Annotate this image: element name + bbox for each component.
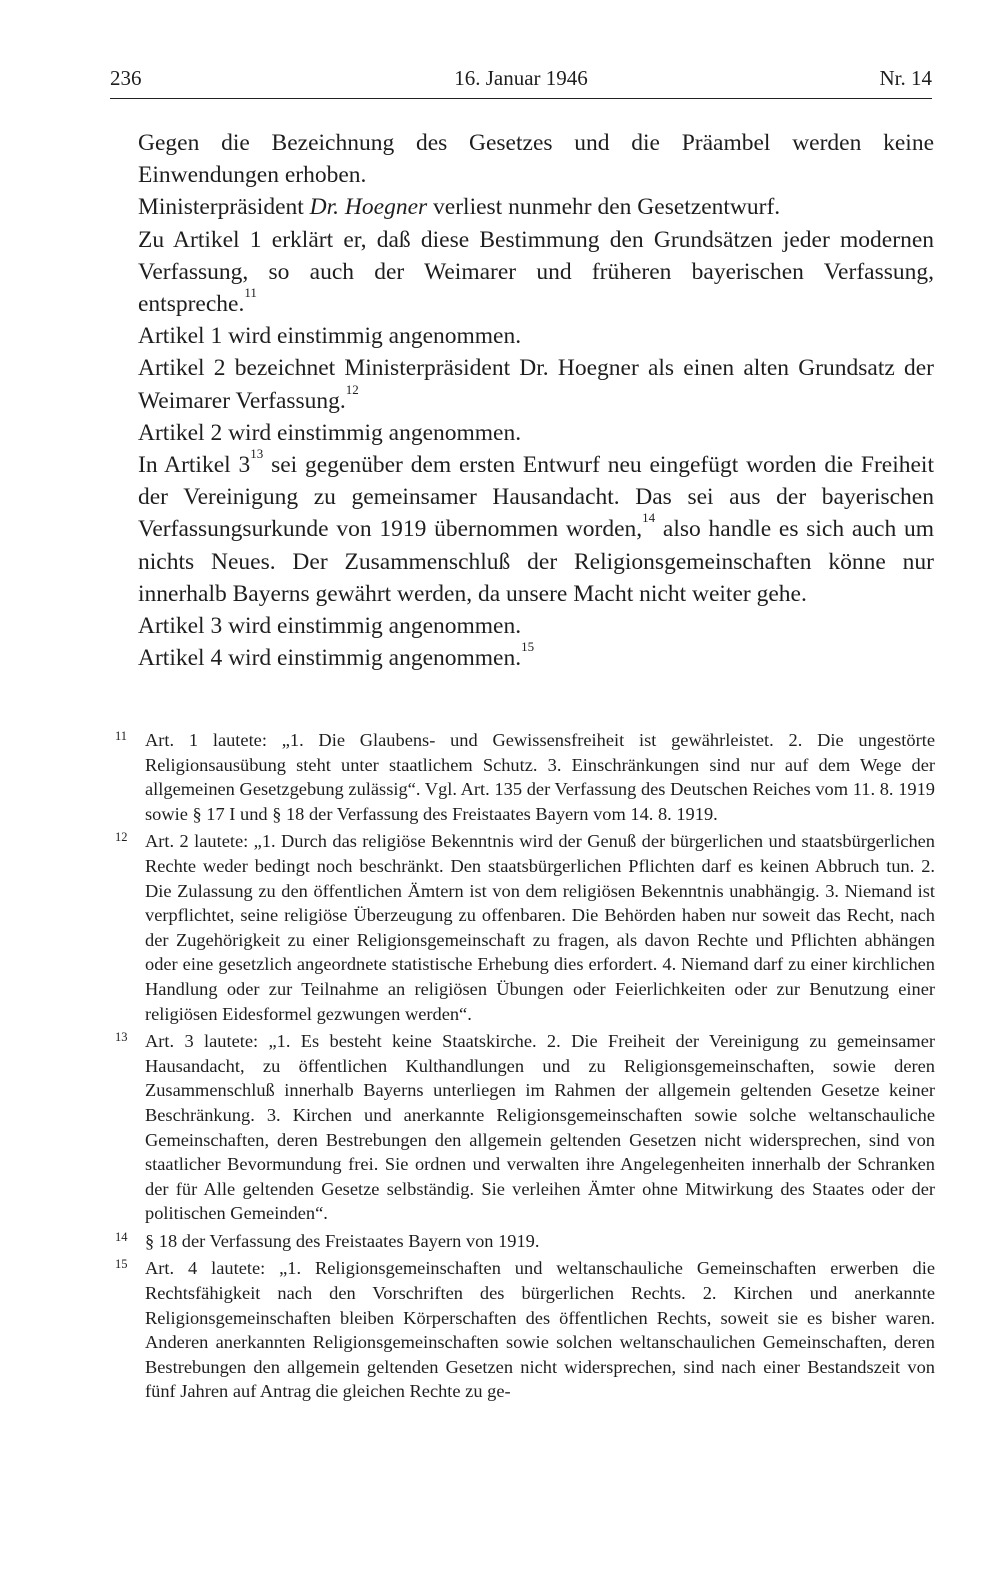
- footnote-13: [115, 1029, 935, 1226]
- main-text: [138, 127, 934, 674]
- page-number: 236: [110, 66, 142, 90]
- footnote-ref-12[interactable]: 12: [345, 381, 359, 397]
- name-hoegner: Hoegner: [344, 194, 428, 221]
- paragraph-9: Artikel 4 wird einstimmig angenommen.$^{15}$: [138, 639, 535, 672]
- paragraph-8: Artikel 3 wird einstimmig angenommen.: [138, 613, 522, 640]
- footnote-text: Art. 1 lautete: „1. Die Glaubens- und Gewissensfreiheit ist gewährleistet. 2. Die ungestörte Religionsausübung steht unter staatlichem Schutz. 3. Einschränkungen sind nur auf dem Wege der allgemeinen Gesetzgebung zulässig“. Vgl. Art. 135 der Verfassung des Deutschen Reiches vom 11. 8. 1919 sowie § 17 I und § 18 der Verfassung des Freistaates Bayern vom 14. 8. 1919.: [145, 730, 935, 824]
- footnote-11: [115, 728, 935, 826]
- paragraph-1: Gegen die Bezeichnung des Gesetzes und die Präambel werden keine Einwendungen erhoben.: [138, 130, 934, 189]
- paragraph-4: Artikel 1 wird einstimmig angenommen.: [138, 323, 522, 350]
- footnote-ref-13[interactable]: 13: [250, 446, 264, 462]
- header-issue: Nr. 14: [879, 66, 932, 90]
- footnote-text: § 18 der Verfassung des Freistaates Bayern von 1919.: [145, 1230, 540, 1251]
- paragraph-3: Zu Artikel 1 erklärt er, daß diese Bestimmung den Grundsätzen jeder modernen Verfassung, so auch der Weimarer und früheren bayerischen Verfassung, entspreche.$^{11}$: [138, 226, 934, 318]
- footnote-number: 13: [115, 1030, 128, 1045]
- paragraph-5: Artikel 2 bezeichnet Ministerpräsident Dr. Hoegner als einen alten Grundsatz der Weimarer Verfassung.$^{12}$: [138, 355, 934, 414]
- footnotes: [115, 728, 935, 1407]
- footnote-number: 15: [115, 1257, 128, 1272]
- paragraph-7: In Artikel $3^{13}$ sei gegenüber dem ersten Entwurf neu eingefügt worden die Freiheit der Vereinigung zu gemeinsamer Hausandacht. Das sei aus der bayerischen Verfassungsurkunde von 1919 übernommen worden,$^{14}$ also handle es sich auch um nichts Neues. Der Zusammenschluß der Religionsgemeinschaften könne nur innerhalb Bayerns gewährt werden, da unsere Macht nicht weiter gehe.: [138, 446, 934, 607]
- footnote-ref-14[interactable]: 14: [642, 510, 656, 526]
- paragraph-6: Artikel 2 wird einstimmig angenommen.: [138, 419, 522, 446]
- header-date: 16. Januar 1946: [454, 66, 588, 90]
- name-dr: Dr.: [309, 194, 340, 221]
- footnote-ref-11[interactable]: 11: [244, 285, 257, 301]
- footnote-number: 12: [115, 830, 128, 845]
- footnote-text: Art. 2 lautete: „1. Durch das religiöse Bekenntnis wird der Genuß der bürgerlichen und staatsbürgerlichen Rechte weder bedingt noch beschränkt. Den staatsbürgerlichen Pflichten darf es keinen Abbruch tun. 2. Die Zulassung zu den öffentlichen Ämtern ist von dem religiösen Bekenntnis unabhängig. 3. Niemand ist verpflichtet, seine religiöse Überzeugung zu offenbaren. Die Behörden haben nur soweit das Recht, nach der Zugehörigkeit zu einer Religionsgemeinschaft zu fragen, als davon Rechte und Pflichten abhängen oder eine gesetzlich angeordnete statistische Erhebung dies erfordert. 4. Niemand darf zu einer kirchlichen Handlung oder zur Teilnahme an religiösen Übungen oder Feierlichkeiten oder zur Benutzung einer religiösen Eidesformel gezwungen werden“.: [145, 831, 935, 1024]
- running-header: [110, 62, 932, 99]
- footnote-number: 14: [115, 1229, 128, 1244]
- footnote-number: 11: [115, 729, 128, 743]
- footnote-15: [115, 1256, 935, 1404]
- footnote-14: [115, 1229, 935, 1254]
- footnote-text: Art. 3 lautete: „1. Es besteht keine Staatskirche. 2. Die Freiheit der Vereinigung zu gemeinsamer Hausandacht, zu öffentlichen Kulthandlungen und zu Religionsgemeinschaften, sowie deren Zusammenschluß innerhalb Bayerns unterliegen im Rahmen der allgemein geltenden Gesetze keiner Beschränkung. 3. Kirchen und anerkannte Religionsgemeinschaften sowie solche weltanschauliche Gemeinschaften, deren Bestrebungen den allgemein geltenden Gesetzen nicht widersprechen, sind von staatlicher Bevormundung frei. Sie ordnen und verwalten ihre Angelegenheiten innerhalb der Schranken der für Alle geltenden Gesetze selbständig. Sie verleihen Ämter ohne Mitwirkung des Staates oder der politischen Gemeinden“.: [145, 1031, 935, 1224]
- footnote-ref-15[interactable]: 15: [521, 639, 535, 655]
- paragraph-2: Ministerpräsident Dr. Hoegner verliest nunmehr den Gesetzentwurf.: [138, 194, 781, 221]
- footnote-text: Art. 4 lautete: „1. Religionsgemeinschaften und weltanschauliche Gemeinschaften erwerben die Rechtsfähigkeit nach den Vorschriften des bürgerlichen Rechts. 2. Kirchen und anerkannte Religionsgemeinschaften bleiben Körperschaften des öffentlichen Rechts, soweit sie es bisher waren. Anderen anerkannten Religionsgemeinschaften sowie solchen weltanschaulichen Gemeinschaften, deren Bestrebungen den allgemein geltenden Gesetzen nicht widersprechen, sind nach einer Bestandszeit von fünf Jahren auf Antrag die gleichen Rechte zu ge-: [145, 1258, 935, 1402]
- footnote-12: [115, 829, 935, 1026]
